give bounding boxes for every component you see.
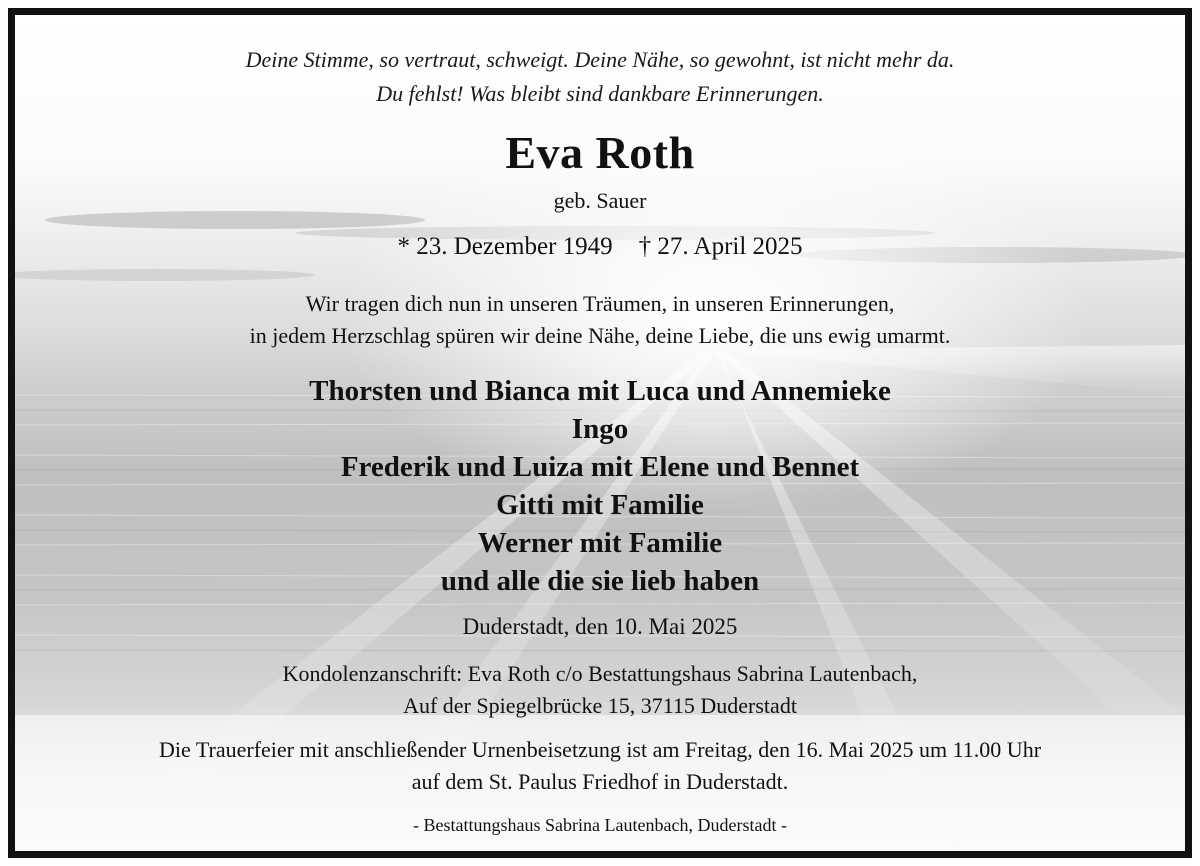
condolence-line-2: Auf der Spiegelbrücke 15, 37115 Duderstadt: [403, 693, 797, 718]
place-date: Duderstadt, den 10. Mai 2025: [462, 614, 738, 639]
condolence-line-1: Kondolenzanschrift: Eva Roth c/o Bestattungshaus Sabrina Lautenbach,: [282, 661, 918, 686]
death-date: † 27. April 2025: [638, 233, 803, 260]
mourner-line: Werner mit Familie: [477, 527, 723, 559]
birth-date: * 23. Dezember 1949: [397, 233, 613, 260]
deceased-name: Eva Roth: [505, 127, 695, 178]
verse-line-2: in jedem Herzschlag spüren wir deine Nähe, deine Liebe, die uns ewig umarmt.: [249, 323, 951, 348]
mourner-line: Ingo: [571, 413, 629, 445]
obituary-notice: [8, 8, 1192, 858]
maiden-name: geb. Sauer: [553, 188, 647, 213]
mourner-line: und alle die sie lieb haben: [440, 565, 760, 597]
mourner-line: Gitti mit Familie: [496, 489, 704, 521]
notice-content: [15, 15, 1185, 851]
quote-line-2: Du fehlst! Was bleibt sind dankbare Erinnerungen.: [376, 81, 824, 106]
ceremony-line-1: Die Trauerfeier mit anschließender Urnenbeisetzung ist am Freitag, den 16. Mai 2025 um 11.00 Uhr: [158, 737, 1042, 762]
ceremony-line-2: auf dem St. Paulus Friedhof in Duderstadt.: [411, 769, 789, 794]
mourner-line: Thorsten und Bianca mit Luca und Annemieke: [309, 375, 891, 407]
quote-line-1: Deine Stimme, so vertraut, schweigt. Deine Nähe, so gewohnt, ist nicht mehr da.: [245, 47, 955, 72]
mourner-line: Frederik und Luiza mit Elene und Bennet: [340, 451, 860, 483]
life-dates: [15, 231, 1185, 263]
funeral-home-footer: - Bestattungshaus Sabrina Lautenbach, Duderstadt -: [413, 815, 787, 835]
verse-line-1: Wir tragen dich nun in unseren Träumen, in unseren Erinnerungen,: [305, 291, 895, 316]
